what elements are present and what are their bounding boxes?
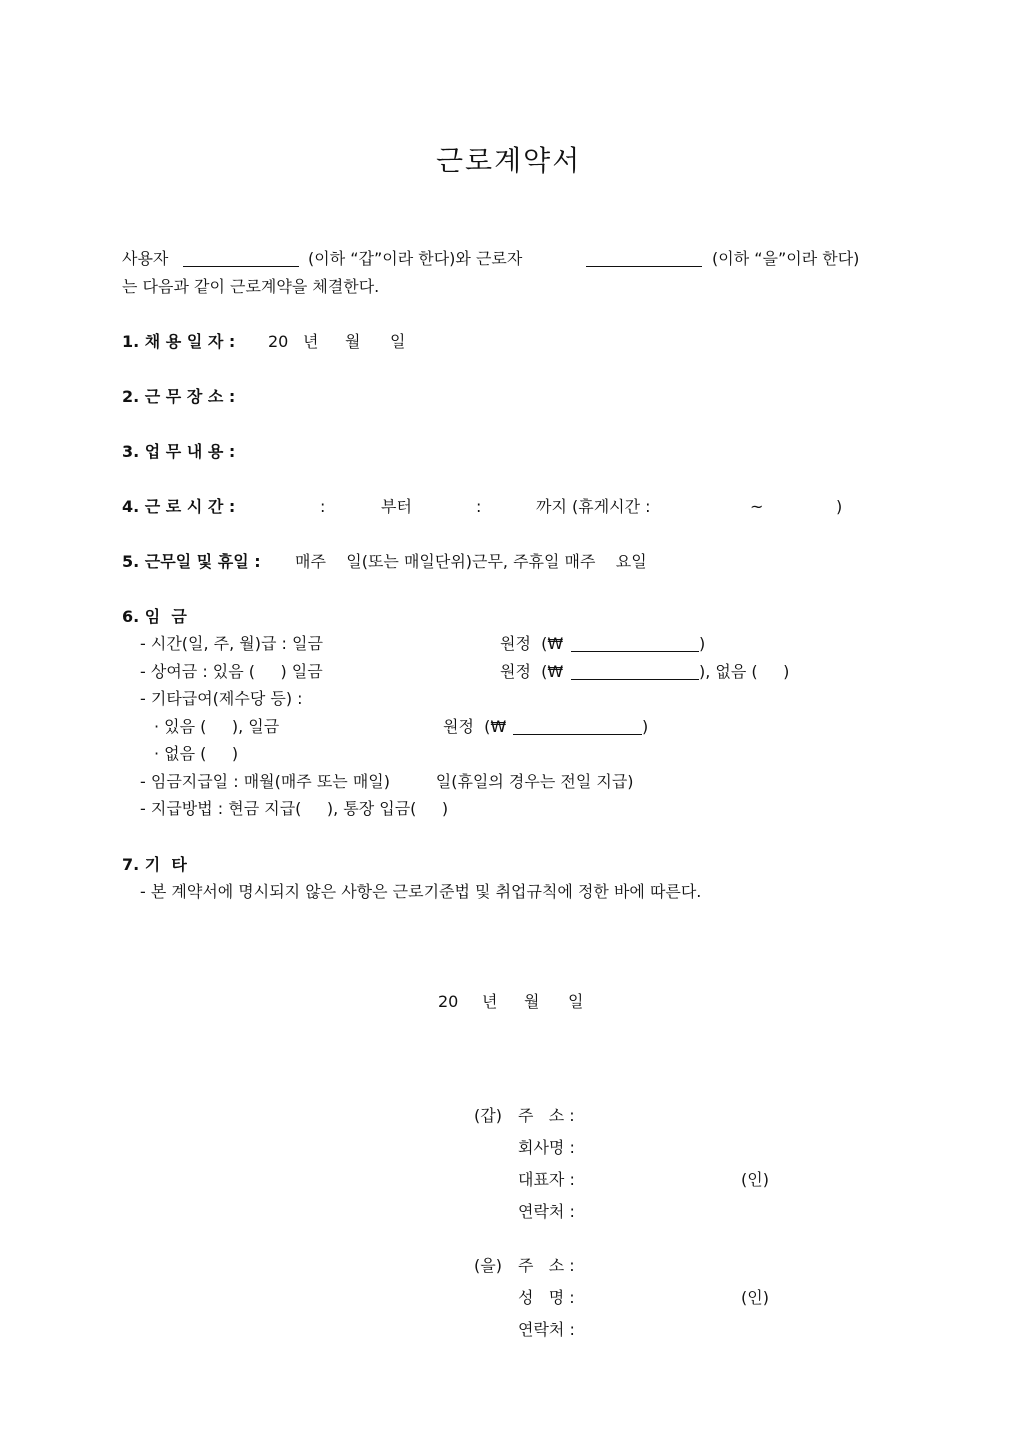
wage-line-1-won: 원정 (₩ [500,634,564,653]
party-a-seal: (인) [741,1170,769,1189]
other-pay-yes: · 있음 ( ), 일금 [154,717,280,736]
wage-line-1-close: ) [699,634,706,653]
intro-employer-suffix: (이하 “갑”이라 한다)와 근로자 [308,249,523,268]
section-4-label: 4. 근 로 시 간 : [122,497,236,516]
break-tilde: ~ [750,497,764,516]
bonus-line-won: 원정 (₩ [500,662,564,681]
other-pay-amount-blank[interactable] [513,720,642,735]
other-pay-won: 원정 (₩ [443,717,507,736]
party-b-name-label: 성 명 : [518,1288,575,1307]
end-time-colon: : [476,497,482,516]
other-pay-close: ) [642,717,649,736]
party-b-contact-label: 연락처 : [518,1320,575,1339]
party-a-contact-label: 연락처 : [518,1202,575,1221]
pay-method-line: - 지급방법 : 현금 지급( ), 통장 입금( ) [140,799,449,818]
party-a-rep-label: 대표자 : [518,1170,575,1189]
bonus-line-label: - 상여금 : 있음 ( ) 일금 [140,662,323,681]
until-break-label: 까지 (휴게시간 : [536,497,651,516]
intro-employer-label: 사용자 [122,249,169,268]
section-7-label: 7. 기 타 [122,855,187,874]
section-1-label: 1. 채 용 일 자 : [122,332,236,351]
party-a-prefix: (갑) [474,1106,502,1125]
party-a-address-label: 주 소 : [518,1106,575,1125]
section-5-label: 5. 근무일 및 휴일 : [122,552,261,571]
other-pay-no: · 없음 ( ) [154,744,239,763]
hire-day-unit: 일 [390,332,406,351]
from-label: 부터 [381,497,412,516]
other-pay-label: - 기타급여(제수당 등) : [140,689,303,708]
other-terms-text: - 본 계약서에 명시되지 않은 사항은 근로기준법 및 취업규칙에 정한 바에 따른다. [140,882,702,901]
contract-year-unit: 년 [482,992,498,1011]
section-6-label: 6. 임 금 [122,607,187,626]
employer-name-blank[interactable] [183,252,299,267]
contract-year-prefix: 20 [438,992,459,1011]
bonus-amount-blank[interactable] [571,665,699,680]
intro-worker-suffix: (이하 “을”이라 한다) [712,249,860,268]
work-days-text: 매주 일(또는 매일단위)근무, 주휴일 매주 요일 [295,552,647,571]
intro-line2: 는 다음과 같이 근로계약을 체결한다. [122,277,380,296]
hire-year-prefix: 20 [268,332,289,351]
party-b-prefix: (을) [474,1256,502,1275]
contract-day-unit: 일 [568,992,584,1011]
section-3-label: 3. 업 무 내 용 : [122,442,236,461]
party-b-seal: (인) [741,1288,769,1307]
wage-line-1-label: - 시간(일, 주, 월)급 : 일금 [140,634,323,653]
bonus-line-close: ), 없음 ( ) [699,662,790,681]
start-time-colon: : [320,497,326,516]
party-a-company-label: 회사명 : [518,1138,575,1157]
hire-month-unit: 월 [345,332,361,351]
worker-name-blank[interactable] [586,252,702,267]
break-close: ) [836,497,843,516]
hire-year-unit: 년 [303,332,319,351]
section-2-label: 2. 근 무 장 소 : [122,387,236,406]
document-title: 근로계약서 [436,144,582,177]
pay-day-line: - 임금지급일 : 매월(매주 또는 매일) 일(휴일의 경우는 전일 지급) [140,772,634,791]
wage-amount-blank[interactable] [571,637,699,652]
party-b-address-label: 주 소 : [518,1256,575,1275]
contract-month-unit: 월 [524,992,540,1011]
